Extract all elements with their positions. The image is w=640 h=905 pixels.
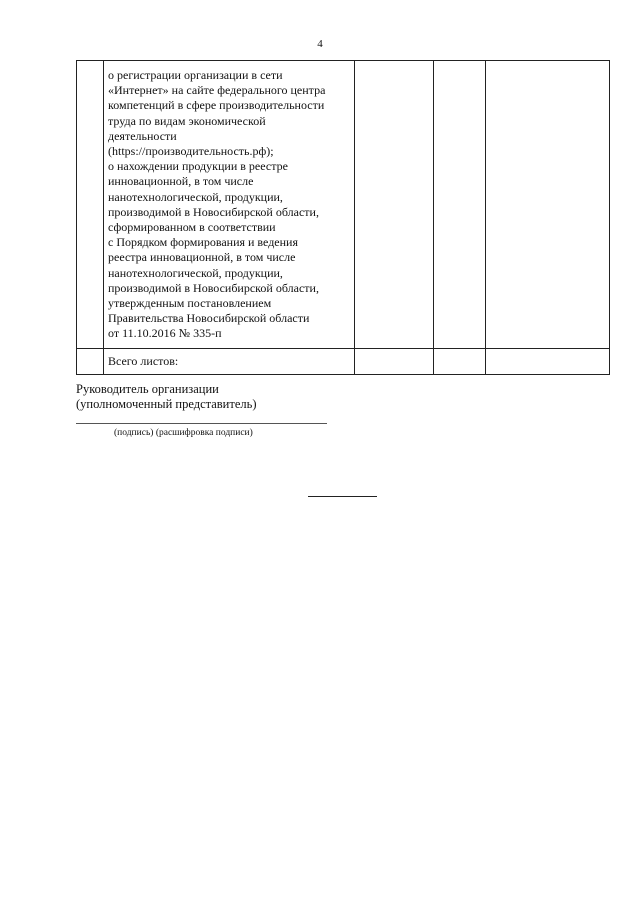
table-cell-number xyxy=(77,348,104,374)
page-number: 4 xyxy=(317,38,323,50)
signature-caption: (подпись) (расшифровка подписи) xyxy=(114,428,253,438)
signature-line xyxy=(76,423,327,424)
table-cell-empty xyxy=(355,348,434,374)
document-table xyxy=(76,60,610,375)
table-cell-description xyxy=(104,61,355,349)
table-cell-empty xyxy=(434,61,486,349)
table-cell-empty xyxy=(355,61,434,349)
table-cell-total-label xyxy=(104,348,355,374)
document-list-text: о регистрации организации в сети «Интернет» на сайте федерального центра компетенций в сфере производительности труда по видам экономической деятельности (https://производительность.рф); о нахождении продукции в реестре инновационной, в том числе нанотехнологической, продукции, производимой в Новосибирской области, сформированном в соответствии с Порядком формирования и ведения реестра инновационной, в том числе нанотехнологической, продукции, производимой в Новосибирской области, утвержденным постановлением Правительства Новосибирской области от 11.10.2016 № 335-п xyxy=(108,68,326,341)
table-cell-empty xyxy=(434,348,486,374)
table-row-total xyxy=(77,348,610,374)
table-cell-number xyxy=(77,61,104,349)
signature-block xyxy=(76,382,257,412)
document-end-line xyxy=(308,496,377,497)
total-sheets-label: Всего листов: xyxy=(108,353,179,368)
signature-subtitle: (уполномоченный представитель) xyxy=(76,397,257,411)
table-cell-empty xyxy=(486,348,610,374)
table-row xyxy=(77,61,610,349)
signature-title: Руководитель организации xyxy=(76,382,219,396)
table-cell-empty xyxy=(486,61,610,349)
